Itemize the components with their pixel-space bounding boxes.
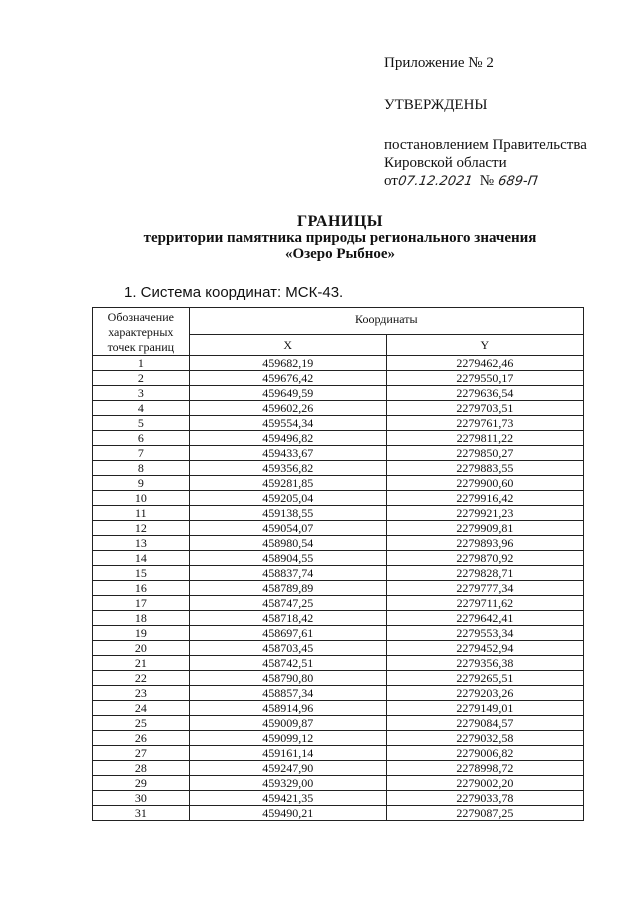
point-number-cell: 1 [93, 356, 190, 371]
table-row [93, 371, 584, 386]
table-row [93, 461, 584, 476]
table-row [93, 686, 584, 701]
x-coordinate-cell: 459009,87 [189, 716, 386, 731]
point-number-cell: 15 [93, 566, 190, 581]
approved-label: УТВЕРЖДЕНЫ [384, 97, 488, 113]
table-row [93, 776, 584, 791]
y-coordinate-cell: 2279703,51 [386, 401, 583, 416]
table-row [93, 656, 584, 671]
x-coordinate-cell: 459161,14 [189, 746, 386, 761]
y-coordinate-cell: 2279711,62 [386, 596, 583, 611]
table-row [93, 491, 584, 506]
header-y: Y [386, 334, 583, 355]
y-coordinate-cell: 2279032,58 [386, 731, 583, 746]
x-coordinate-cell: 459138,55 [189, 506, 386, 521]
header-coordinates: Координаты [189, 308, 583, 335]
table-row [93, 701, 584, 716]
decree-text [384, 136, 624, 191]
y-coordinate-cell: 2279002,20 [386, 776, 583, 791]
point-number-cell: 12 [93, 521, 190, 536]
point-number-cell: 10 [93, 491, 190, 506]
y-coordinate-cell: 2279553,34 [386, 626, 583, 641]
y-coordinate-cell: 2279893,96 [386, 536, 583, 551]
point-number-cell: 21 [93, 656, 190, 671]
y-coordinate-cell: 2279356,38 [386, 656, 583, 671]
table-row [93, 626, 584, 641]
x-coordinate-cell: 459329,00 [189, 776, 386, 791]
document-title [90, 214, 590, 262]
table-row [93, 746, 584, 761]
table-row [93, 596, 584, 611]
x-coordinate-cell: 459205,04 [189, 491, 386, 506]
x-coordinate-cell: 458742,51 [189, 656, 386, 671]
x-coordinate-cell: 458718,42 [189, 611, 386, 626]
point-number-cell: 30 [93, 791, 190, 806]
point-number-cell: 22 [93, 671, 190, 686]
y-coordinate-cell: 2279761,73 [386, 416, 583, 431]
table-row [93, 536, 584, 551]
y-coordinate-cell: 2279203,26 [386, 686, 583, 701]
y-coordinate-cell: 2279777,34 [386, 581, 583, 596]
point-number-cell: 7 [93, 446, 190, 461]
x-coordinate-cell: 459649,59 [189, 386, 386, 401]
appendix-label: Приложение № 2 [384, 55, 494, 71]
point-number-cell: 2 [93, 371, 190, 386]
x-coordinate-cell: 458697,61 [189, 626, 386, 641]
handwritten-date: 07.12.2021 [396, 174, 474, 189]
point-number-cell: 14 [93, 551, 190, 566]
x-coordinate-cell: 458789,89 [189, 581, 386, 596]
y-coordinate-cell: 2279087,25 [386, 806, 583, 821]
table-row [93, 521, 584, 536]
x-coordinate-cell: 458747,25 [189, 596, 386, 611]
decree-line-1: постановлением Правительства [384, 137, 587, 153]
date-number-line [384, 172, 624, 191]
x-coordinate-cell: 459099,12 [189, 731, 386, 746]
point-number-cell: 23 [93, 686, 190, 701]
x-coordinate-cell: 458837,74 [189, 566, 386, 581]
table-row [93, 431, 584, 446]
y-coordinate-cell: 2279811,22 [386, 431, 583, 446]
point-number-cell: 27 [93, 746, 190, 761]
point-number-cell: 6 [93, 431, 190, 446]
x-coordinate-cell: 458790,80 [189, 671, 386, 686]
y-coordinate-cell: 2279870,92 [386, 551, 583, 566]
point-number-cell: 25 [93, 716, 190, 731]
handwritten-number: 689-П [496, 174, 539, 189]
point-number-cell: 28 [93, 761, 190, 776]
table-row [93, 761, 584, 776]
x-coordinate-cell: 458980,54 [189, 536, 386, 551]
y-coordinate-cell: 2279909,81 [386, 521, 583, 536]
date-prefix: от [384, 173, 398, 189]
y-coordinate-cell: 2279006,82 [386, 746, 583, 761]
header-x: X [189, 334, 386, 355]
table-row [93, 401, 584, 416]
y-coordinate-cell: 2279149,01 [386, 701, 583, 716]
x-coordinate-cell: 459421,35 [189, 791, 386, 806]
x-coordinate-cell: 459602,26 [189, 401, 386, 416]
table-row [93, 611, 584, 626]
table-body [93, 356, 584, 821]
y-coordinate-cell: 2279084,57 [386, 716, 583, 731]
table-row [93, 356, 584, 371]
x-coordinate-cell: 459490,21 [189, 806, 386, 821]
table-row [93, 806, 584, 821]
point-number-cell: 29 [93, 776, 190, 791]
point-number-cell: 16 [93, 581, 190, 596]
x-coordinate-cell: 458703,45 [189, 641, 386, 656]
point-number-cell: 26 [93, 731, 190, 746]
table-row [93, 716, 584, 731]
table-row [93, 386, 584, 401]
x-coordinate-cell: 458904,55 [189, 551, 386, 566]
y-coordinate-cell: 2279550,17 [386, 371, 583, 386]
header-designation: Обозначение характерных точек границ [93, 308, 190, 356]
table-row [93, 506, 584, 521]
point-number-cell: 24 [93, 701, 190, 716]
x-coordinate-cell: 459554,34 [189, 416, 386, 431]
coordinates-table [92, 307, 584, 821]
y-coordinate-cell: 2279462,46 [386, 356, 583, 371]
point-number-cell: 3 [93, 386, 190, 401]
decree-line-2: Кировской области [384, 155, 507, 171]
y-coordinate-cell: 2279921,23 [386, 506, 583, 521]
table-row [93, 551, 584, 566]
table-row [93, 641, 584, 656]
y-coordinate-cell: 2279916,42 [386, 491, 583, 506]
x-coordinate-cell: 459356,82 [189, 461, 386, 476]
point-number-cell: 19 [93, 626, 190, 641]
y-coordinate-cell: 2279900,60 [386, 476, 583, 491]
title-line-3: «Озеро Рыбное» [284, 246, 396, 262]
point-number-cell: 20 [93, 641, 190, 656]
y-coordinate-cell: 2279452,94 [386, 641, 583, 656]
x-coordinate-cell: 458914,96 [189, 701, 386, 716]
approval-block [384, 54, 624, 191]
x-coordinate-cell: 459676,42 [189, 371, 386, 386]
x-coordinate-cell: 458857,34 [189, 686, 386, 701]
y-coordinate-cell: 2279850,27 [386, 446, 583, 461]
table-row [93, 416, 584, 431]
number-prefix: № [479, 173, 495, 189]
table-row [93, 566, 584, 581]
y-coordinate-cell: 2279883,55 [386, 461, 583, 476]
y-coordinate-cell: 2279033,78 [386, 791, 583, 806]
x-coordinate-cell: 459281,85 [189, 476, 386, 491]
title-main: ГРАНИЦЫ [296, 213, 383, 230]
point-number-cell: 8 [93, 461, 190, 476]
y-coordinate-cell: 2278998,72 [386, 761, 583, 776]
table-row [93, 476, 584, 491]
point-number-cell: 4 [93, 401, 190, 416]
point-number-cell: 31 [93, 806, 190, 821]
table-row [93, 446, 584, 461]
y-coordinate-cell: 2279642,41 [386, 611, 583, 626]
point-number-cell: 18 [93, 611, 190, 626]
point-number-cell: 13 [93, 536, 190, 551]
y-coordinate-cell: 2279828,71 [386, 566, 583, 581]
x-coordinate-cell: 459247,90 [189, 761, 386, 776]
x-coordinate-cell: 459054,07 [189, 521, 386, 536]
title-line-2: территории памятника природы регионального значения [143, 230, 537, 246]
point-number-cell: 9 [93, 476, 190, 491]
point-number-cell: 11 [93, 506, 190, 521]
point-number-cell: 5 [93, 416, 190, 431]
x-coordinate-cell: 459682,19 [189, 356, 386, 371]
coordinate-system-label: 1. Система координат: МСК-43. [124, 284, 344, 301]
table-row [93, 791, 584, 806]
table-row [93, 671, 584, 686]
y-coordinate-cell: 2279636,54 [386, 386, 583, 401]
x-coordinate-cell: 459433,67 [189, 446, 386, 461]
table-row [93, 581, 584, 596]
table-row [93, 731, 584, 746]
point-number-cell: 17 [93, 596, 190, 611]
y-coordinate-cell: 2279265,51 [386, 671, 583, 686]
x-coordinate-cell: 459496,82 [189, 431, 386, 446]
